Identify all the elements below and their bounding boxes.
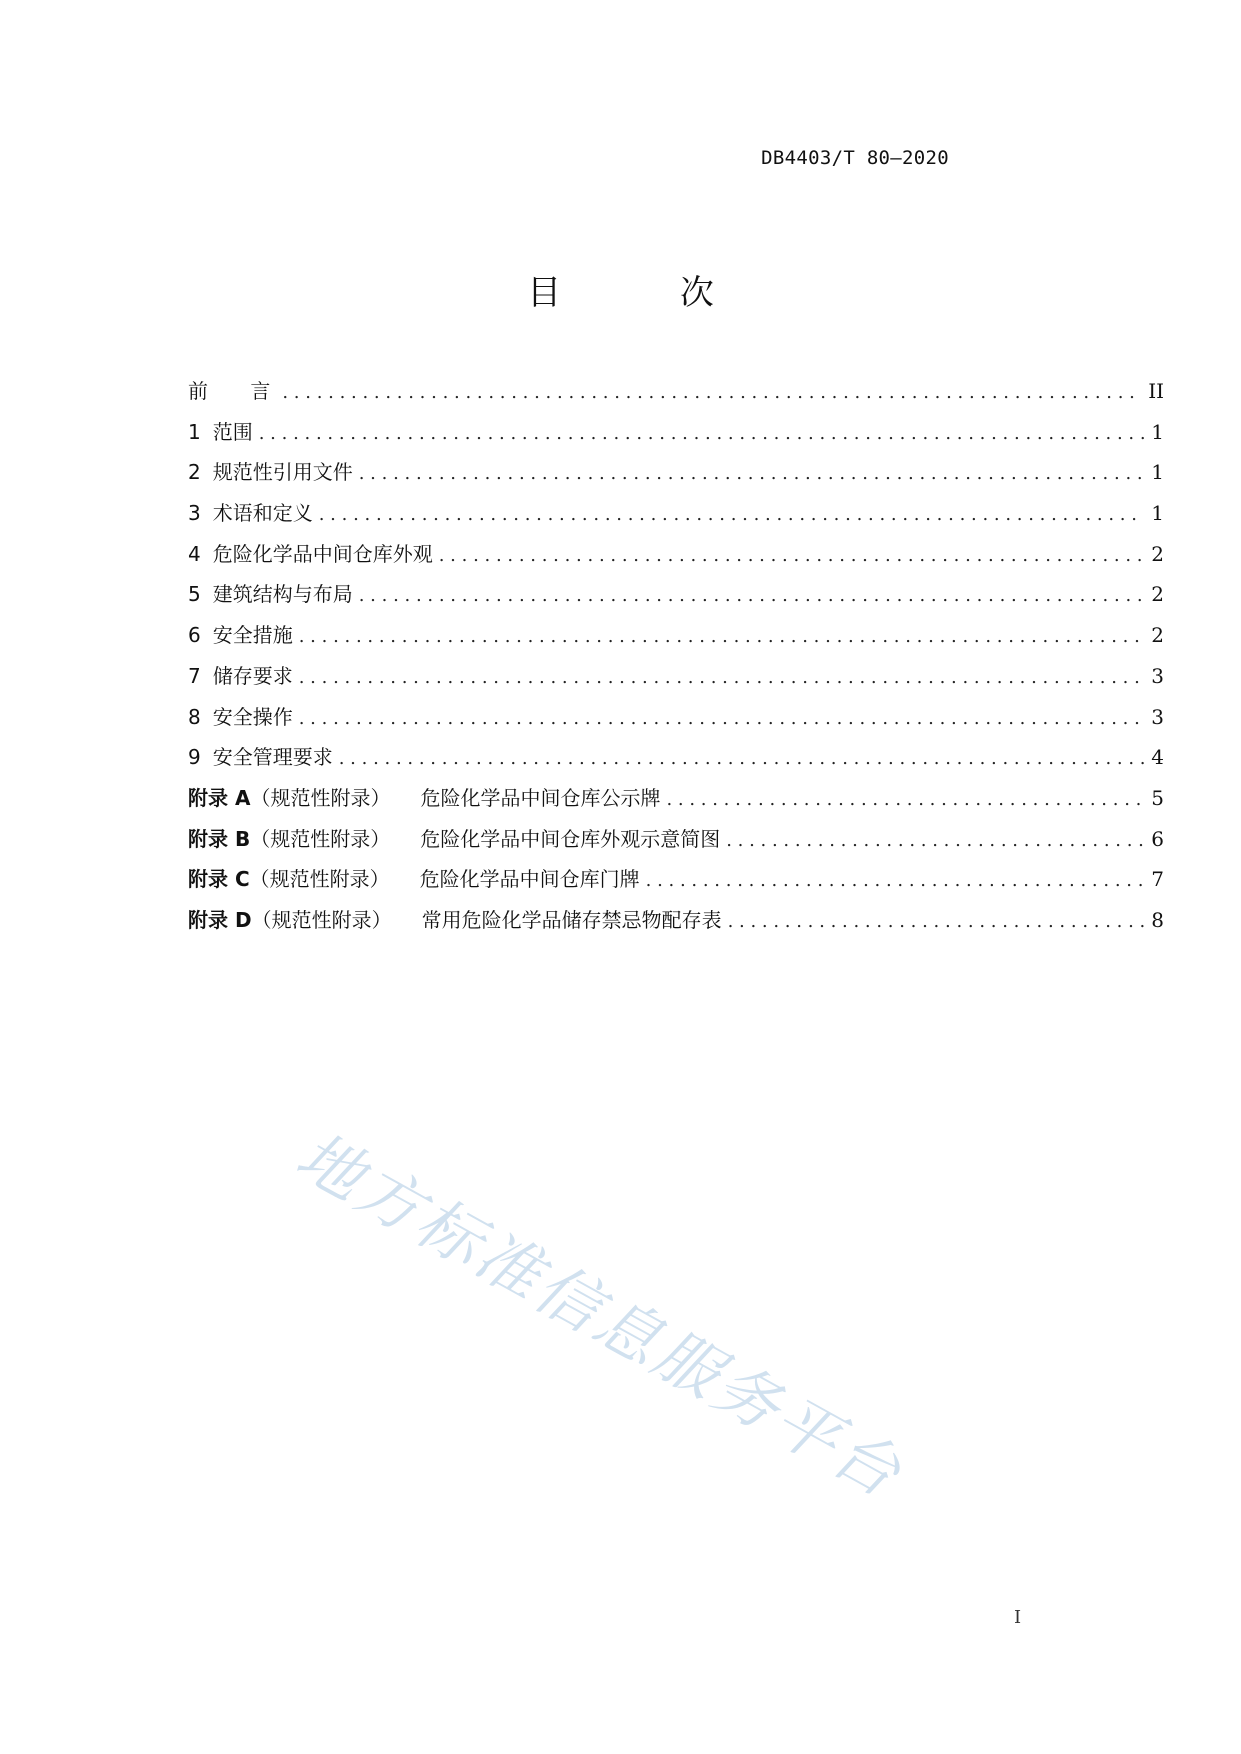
toc-entry-text: 建筑结构与布局 — [212, 582, 353, 607]
toc-leader — [299, 699, 1144, 740]
toc-entry[interactable] — [188, 737, 1164, 778]
toc-entry-page: 2 — [1151, 582, 1164, 607]
toc-leader — [726, 821, 1144, 862]
toc-entry-number: 2 — [188, 460, 201, 485]
toc-leader — [666, 780, 1144, 821]
toc-leader — [282, 373, 1142, 414]
toc-entry[interactable] — [188, 412, 1164, 453]
toc-appendix-entry[interactable] — [188, 859, 1164, 900]
toc-entry-number: 9 — [188, 745, 201, 770]
toc-entry-page: 5 — [1151, 785, 1164, 810]
toc-entry-number: 4 — [188, 541, 201, 566]
toc-entry-number: 3 — [188, 501, 201, 526]
toc-entry-page: II — [1148, 379, 1164, 403]
toc-leader — [299, 617, 1144, 658]
toc-leader — [319, 495, 1144, 536]
toc-entry[interactable] — [188, 615, 1164, 656]
page-number: I — [1014, 1607, 1022, 1628]
toc-entry-page: 3 — [1151, 704, 1164, 729]
appendix-type: （规范性附录） — [250, 826, 391, 851]
toc-entry-page: 1 — [1151, 501, 1164, 526]
toc-entry-text: 安全措施 — [212, 623, 293, 648]
toc-appendix-entry[interactable] — [188, 900, 1164, 941]
appendix-label: 附录 D — [188, 907, 252, 932]
toc-entry[interactable] — [188, 452, 1164, 493]
toc-entry-page: 6 — [1151, 826, 1164, 851]
appendix-title: 危险化学品中间仓库公示牌 — [420, 785, 661, 810]
toc-entry-text: 危险化学品中间仓库外观 — [212, 541, 433, 566]
appendix-title: 危险化学品中间仓库外观示意简图 — [420, 826, 721, 851]
toc-leader — [259, 414, 1144, 455]
toc-entry-number: 8 — [188, 704, 201, 729]
appendix-label: 附录 B — [188, 826, 251, 851]
toc-entry[interactable] — [188, 656, 1164, 697]
toc-entry[interactable] — [188, 697, 1164, 738]
toc-entry[interactable] — [188, 574, 1164, 615]
toc-entry-text: 安全管理要求 — [212, 745, 333, 770]
toc-entry-number: 7 — [188, 663, 201, 688]
appendix-title: 常用危险化学品储存禁忌物配存表 — [421, 907, 722, 932]
toc-entry-text: 范围 — [212, 419, 253, 444]
toc-entry-page: 1 — [1151, 460, 1164, 485]
toc-entry-number: 5 — [188, 582, 201, 607]
toc-leader — [359, 576, 1144, 617]
toc-appendix-entry[interactable] — [188, 778, 1164, 819]
watermark: 地方标准信息服务平台 — [284, 1118, 915, 1514]
toc-entry-text: 术语和定义 — [212, 501, 313, 526]
toc-leader — [339, 739, 1144, 780]
toc-entry-page: 1 — [1151, 419, 1164, 444]
toc-entry-text: 安全操作 — [212, 704, 293, 729]
toc-entry-page: 4 — [1151, 745, 1164, 770]
toc-appendix-entry[interactable] — [188, 819, 1164, 860]
toc-leader — [439, 536, 1144, 577]
toc-entry[interactable] — [188, 534, 1164, 575]
toc-entry-text: 规范性引用文件 — [212, 460, 353, 485]
appendix-type: （规范性附录） — [250, 785, 391, 810]
toc-leader — [359, 454, 1144, 495]
toc-entry-page: 8 — [1151, 907, 1164, 932]
toc-entry[interactable] — [188, 493, 1164, 534]
toc-entry-page: 2 — [1151, 541, 1164, 566]
toc-entry-page: 2 — [1151, 623, 1164, 648]
toc-leader — [646, 861, 1144, 902]
toc-entry[interactable] — [188, 371, 1164, 412]
appendix-label: 附录 C — [188, 867, 250, 892]
appendix-type: （规范性附录） — [251, 907, 392, 932]
toc-entry-number: 1 — [188, 419, 201, 444]
toc-leader — [728, 902, 1144, 943]
toc-entry-number: 6 — [188, 623, 201, 648]
table-of-contents — [188, 371, 1164, 941]
toc-entry-text: 前 言 — [188, 379, 289, 403]
appendix-title: 危险化学品中间仓库门牌 — [419, 867, 640, 892]
page-title: 目 次 — [527, 273, 768, 313]
toc-entry-page: 3 — [1151, 663, 1164, 688]
document-code: DB4403/T 80—2020 — [761, 147, 949, 169]
appendix-type: （规范性附录） — [249, 867, 390, 892]
toc-entry-text: 储存要求 — [212, 663, 293, 688]
toc-leader — [299, 658, 1144, 699]
appendix-label: 附录 A — [188, 785, 251, 810]
toc-entry-page: 7 — [1151, 867, 1164, 892]
